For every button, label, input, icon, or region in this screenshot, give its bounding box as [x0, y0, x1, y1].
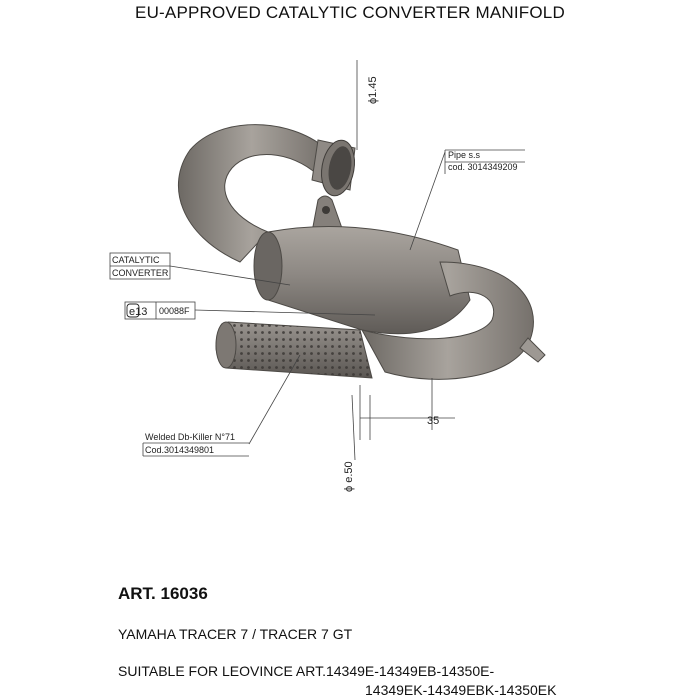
dbkiller-code: Cod.3014349801 — [145, 445, 215, 455]
pipe-label: Pipe s.s — [448, 150, 481, 160]
offset-dimension: 35 — [427, 415, 440, 427]
diagram-title: EU-APPROVED CATALYTIC CONVERTER MANIFOLD — [135, 3, 565, 22]
db-killer-tube — [216, 322, 372, 378]
compatibility-line-1: SUITABLE FOR LEOVINCE ART.14349E-14349EB-14350E- — [118, 663, 495, 679]
callout-pipe — [445, 150, 525, 174]
dbkiller-label: Welded Db-Killer N°71 — [145, 432, 235, 442]
pipe-code: cod. 3014349209 — [448, 162, 518, 172]
bottom-diameter-dimension: ϕ e.50 — [343, 461, 355, 492]
homologation-code: 00088F — [159, 306, 190, 316]
compatibility-line-2: 14349EK-14349EBK-14350EK — [365, 682, 557, 698]
e13-mark: e13 — [129, 306, 148, 318]
callout-catalytic — [110, 253, 170, 279]
callout-dbkiller — [143, 432, 249, 456]
catalytic-label-2: CONVERTER — [112, 268, 169, 278]
callout-homologation — [125, 302, 195, 319]
top-diameter-dimension: ϕ1.45 — [367, 76, 379, 104]
converter-body — [254, 226, 470, 333]
article-number: ART. 16036 — [118, 584, 208, 603]
vehicle-model: YAMAHA TRACER 7 / TRACER 7 GT — [118, 626, 353, 642]
catalytic-label-1: CATALYTIC — [112, 255, 160, 265]
